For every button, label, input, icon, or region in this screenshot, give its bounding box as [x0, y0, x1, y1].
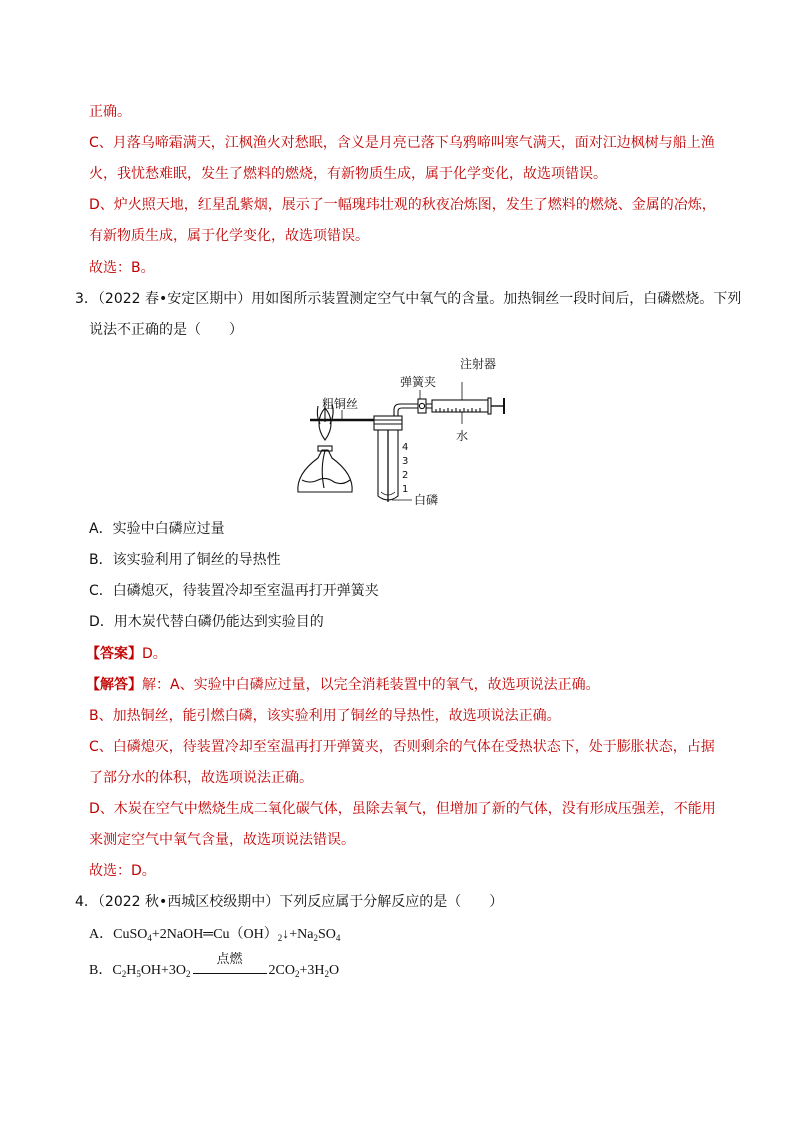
prev-option-c-line1: C、月落乌啼霜满天，江枫渔火对愁眠，含义是月亮已落下乌鸦啼叫寒气满天，面对江边枫树与船上渔	[89, 135, 715, 151]
eq-a-part: +2NaOH═Cu（OH）	[151, 927, 278, 942]
eq-b-part: +3H	[299, 963, 325, 978]
question-3-analysis-c-line1: C、白磷熄灭，待装置冷却至室温再打开弹簧夹，否则剩余的气体在受热状态下，处于膨胀状态，占据	[89, 739, 715, 755]
answer-tag: 【答案】	[86, 646, 142, 662]
eq-a-part: A．CuSO	[89, 927, 148, 942]
answer-value: D。	[142, 646, 167, 662]
question-3-analysis-d-line2: 来测定空气中氧气含量，故选项说法错误。	[89, 832, 355, 848]
tube-scale-mark-4: 4	[402, 442, 409, 453]
question-3-analysis-c-line2: 了部分水的体积，故选项说法正确。	[89, 770, 313, 786]
eq-b-part: H	[126, 963, 137, 978]
reaction-arrow-bar	[193, 973, 267, 974]
copper-wire	[310, 420, 388, 502]
eq-b-part: O	[329, 963, 340, 978]
question-4-option-b	[89, 951, 340, 980]
label-white-phosphorus: 白磷	[414, 493, 439, 507]
tube-scale-mark-3: 3	[402, 456, 409, 467]
prev-conclusion-line: 正确。	[89, 104, 131, 120]
eq-a-sub: 4	[335, 933, 341, 943]
prev-option-d-line1: D、炉火照天地，红星乱紫烟，展示了一幅瑰玮壮观的秋夜冶炼图，发生了燃料的燃烧、金属的冶炼，	[89, 197, 716, 213]
eq-b-sub: 2	[295, 969, 300, 979]
eq-a-part: SO	[318, 927, 336, 942]
prev-choice: 故选：B。	[89, 260, 155, 276]
analysis-a-text: 解：A、实验中白磷应过量，以完全消耗装置中的氧气，故选项说法正确。	[142, 677, 600, 693]
question-3-option-a: A．实验中白磷应过量	[89, 521, 225, 537]
label-syringe: 注射器	[460, 357, 497, 371]
question-3-answer	[86, 645, 167, 663]
prev-option-c-line2: 火，我忧愁难眠，发生了燃料的燃烧，有新物质生成，属于化学变化，故选项错误。	[89, 166, 607, 182]
question-4-option-a	[89, 926, 340, 944]
label-water: 水	[456, 429, 469, 443]
question-3-option-b: B．该实验利用了铜丝的导热性	[89, 552, 281, 568]
reaction-condition-text: 点燃	[216, 951, 243, 966]
prev-option-d-line2: 有新物质生成，属于化学变化，故选项错误。	[89, 228, 369, 244]
question-3-analysis-b: B、加热铜丝，能引燃白磷，该实验利用了铜丝的导热性，故选项说法正确。	[89, 708, 561, 724]
tube-scale-mark-2: 2	[402, 470, 409, 481]
eq-a-sub: 2	[277, 933, 283, 943]
question-3-analysis-a	[86, 676, 600, 694]
tube-scale	[402, 442, 408, 495]
syringe	[432, 398, 504, 414]
question-3-option-c: C．白磷熄灭，待装置冷却至室温再打开弹簧夹	[89, 583, 379, 599]
eq-a-sub: 2	[313, 933, 319, 943]
question-4-stem: 4．（2022 秋•西城区校级期中）下列反应属于分解反应的是（ ）	[75, 894, 504, 910]
reaction-condition	[191, 951, 269, 980]
eq-b-sub: 2	[324, 969, 330, 979]
eq-b-sub: 2	[121, 969, 127, 979]
alcohol-lamp	[298, 404, 352, 492]
label-copper-wire: 粗铜丝	[322, 397, 359, 411]
eq-a-part: ↓+Na	[282, 927, 314, 942]
spring-clip	[418, 399, 426, 413]
eq-b-sub: 5	[136, 969, 141, 979]
eq-b-sub: 2	[186, 969, 191, 979]
question-3-analysis-d-line1: D、木炭在空气中燃烧生成二氧化碳气体，虽除去氧气，但增加了新的气体，没有形成压强差，不能用	[89, 801, 716, 817]
eq-a-sub: 4	[147, 933, 152, 943]
question-3-choice: 故选：D。	[89, 863, 156, 879]
analysis-tag: 【解答】	[86, 677, 142, 693]
tube-scale-mark-1: 1	[402, 484, 409, 495]
eq-b-part: OH+3O	[140, 963, 187, 978]
eq-b-part: B．C	[89, 963, 122, 978]
question-3-stem-line1: 3．（2022 春•安定区期中）用如图所示装置测定空气中氧气的含量。加热铜丝一段时间后，白磷燃烧。下列	[75, 291, 742, 307]
eq-b-part: 2CO	[268, 963, 295, 978]
experiment-apparatus-figure	[290, 352, 520, 510]
question-3-option-d: D．用木炭代替白磷仍能达到实验目的	[89, 614, 324, 630]
question-3-stem-line2: 说法不正确的是（ ）	[89, 322, 243, 338]
label-spring-clip: 弹簧夹	[400, 375, 437, 389]
